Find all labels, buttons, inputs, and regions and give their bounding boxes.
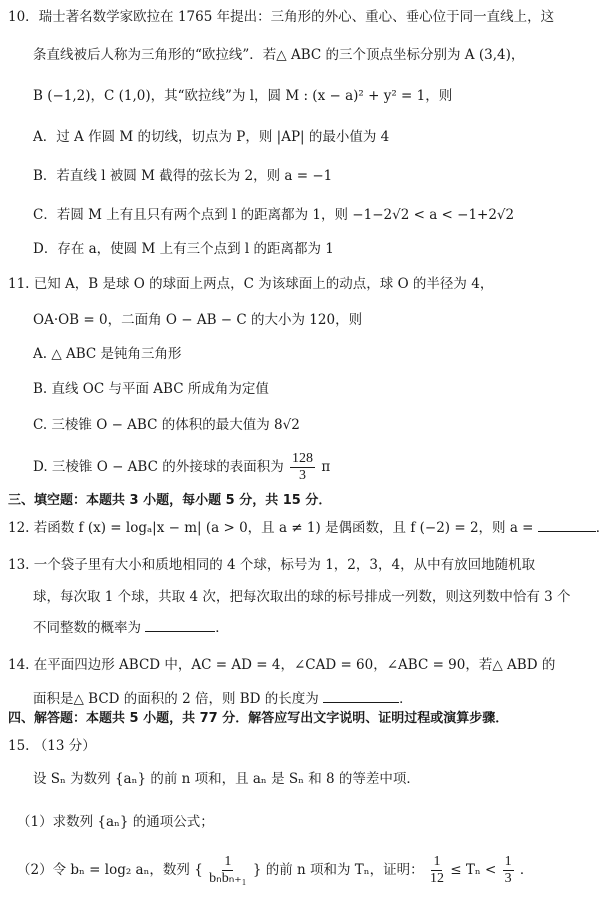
q15-heading: 15. （13 分） <box>8 738 96 754</box>
q12-text: 12. 若函数 f (x) = logₐ|x − m| (a > 0，且 a ≠ 1) 是偶函数，且 f (−2) = 2，则 a = <box>8 520 534 536</box>
q15-part-2 <box>17 848 600 892</box>
q12-line: 12. 若函数 f (x) = logₐ|x − m| (a > 0，且 a ≠ 1) 是偶函数，且 f (−2) = 2，则 a = ． <box>8 517 591 539</box>
fraction-denominator: 12 <box>429 871 444 886</box>
q11-option-d-text: D. 三棱锥 O − ABC 的外接球的表面积为 <box>33 459 284 475</box>
q13-text: 不同整数的概率为 <box>33 620 141 636</box>
q11-option-d <box>33 447 616 487</box>
q11-option-b: B. 直线 OC 与平面 ABC 所成角为定值 <box>33 381 269 397</box>
q15-part-2-text-a: （2）令 bₙ = log₂ aₙ，数列 { <box>17 862 203 878</box>
q10-line2: 条直线被后人称为三角形的“欧拉线”．若△ ABC 的三个顶点坐标分别为 A (3,4)， <box>33 47 525 63</box>
q13-line3: 不同整数的概率为 ． <box>33 617 616 639</box>
q14-answer-blank[interactable] <box>323 688 399 703</box>
q10-line1: 10．瑞士著名数学家欧拉在 1765 年提出：三角形的外心、重心、垂心位于同一直线上，这 <box>8 9 555 25</box>
q13-line1: 13. 一个袋子里有大小和质地相同的 4 个球，标号为 1，2，3，4，从中有放回地随机取 <box>8 557 536 573</box>
q12-answer-blank[interactable] <box>538 517 596 532</box>
q10-option-d: D．存在 a，使圆 M 上有三个点到 l 的距离都为 1 <box>33 241 334 257</box>
q15-part-2-inequality: ≤ Tₙ < <box>450 862 497 878</box>
q15-statement: 设 Sₙ 为数列 {aₙ} 的前 n 项和，且 aₙ 是 Sₙ 和 8 的等差中项． <box>33 771 420 787</box>
fraction-denominator: 3 <box>504 871 512 886</box>
fraction-numerator: 1 <box>224 854 232 869</box>
q10-option-c: C．若圆 M 上有且只有两个点到 l 的距离都为 1，则 −1−2√2 < a < −1+2√2 <box>33 207 515 223</box>
q10-option-a: A．过 A 作圆 M 的切线，切点为 P，则 |AP| 的最小值为 4 <box>33 129 390 145</box>
fraction-denominator: bₙbₙ₊₁ <box>209 871 247 886</box>
q11-option-a: A. △ ABC 是钝角三角形 <box>33 346 182 362</box>
q15-lower-bound-fraction <box>430 854 444 887</box>
q10-line3: B (−1,2)，C (1,0)，其“欧拉线”为 l，圆 M : (x − a)² + y² = 1，则 <box>33 88 453 104</box>
q11-line1: 11. 已知 A，B 是球 O 的球面上两点，C 为该球面上的动点，球 O 的半径为 4， <box>8 276 494 292</box>
section-4-heading: 四、解答题：本题共 5 小题，共 77 分．解答应写出文字说明、证明过程或演算步骤． <box>8 711 509 726</box>
q15-upper-bound-fraction <box>503 854 514 887</box>
q15-part-2-end: ． <box>519 862 534 878</box>
section-3-heading: 三、填空题：本题共 3 小题，每小题 5 分，共 15 分． <box>8 493 332 508</box>
q13-line2: 球，每次取 1 个球，共取 4 次，把每次取出的球的标号排成一列数，则这列数中恰有 3 个 <box>33 589 571 605</box>
q15-sequence-fraction <box>209 854 246 887</box>
fraction-denominator: 3 <box>299 468 307 483</box>
q14-line2: 面积是△ BCD 的面积的 2 倍，则 BD 的长度为 ． <box>33 688 616 710</box>
q13-answer-blank[interactable] <box>145 617 215 632</box>
fraction-numerator: 1 <box>433 854 441 869</box>
q11-option-c: C. 三棱锥 O − ABC 的体积的最大值为 8√2 <box>33 417 300 433</box>
q14-text: 面积是△ BCD 的面积的 2 倍，则 BD 的长度为 <box>33 691 319 707</box>
q11-option-d-pi: π <box>321 459 331 475</box>
q14-line1: 14. 在平面四边形 ABCD 中，AC = AD = 4，∠CAD = 60，∠ABC = 90，若△ ABD 的 <box>8 657 556 673</box>
q15-part-1: （1）求数列 {aₙ} 的通项公式； <box>17 814 214 830</box>
q10-option-b: B．若直线 l 被圆 M 截得的弦长为 2，则 a = −1 <box>33 168 333 184</box>
q15-part-2-text-b: } 的前 n 项和为 Tₙ，证明： <box>252 862 424 878</box>
q11-line2: OA·OB = 0，二面角 O − AB − C 的大小为 120，则 <box>33 312 363 328</box>
fraction-numerator: 1 <box>504 854 512 869</box>
fraction-numerator: 128 <box>292 451 314 466</box>
q11-option-d-fraction <box>290 451 315 484</box>
